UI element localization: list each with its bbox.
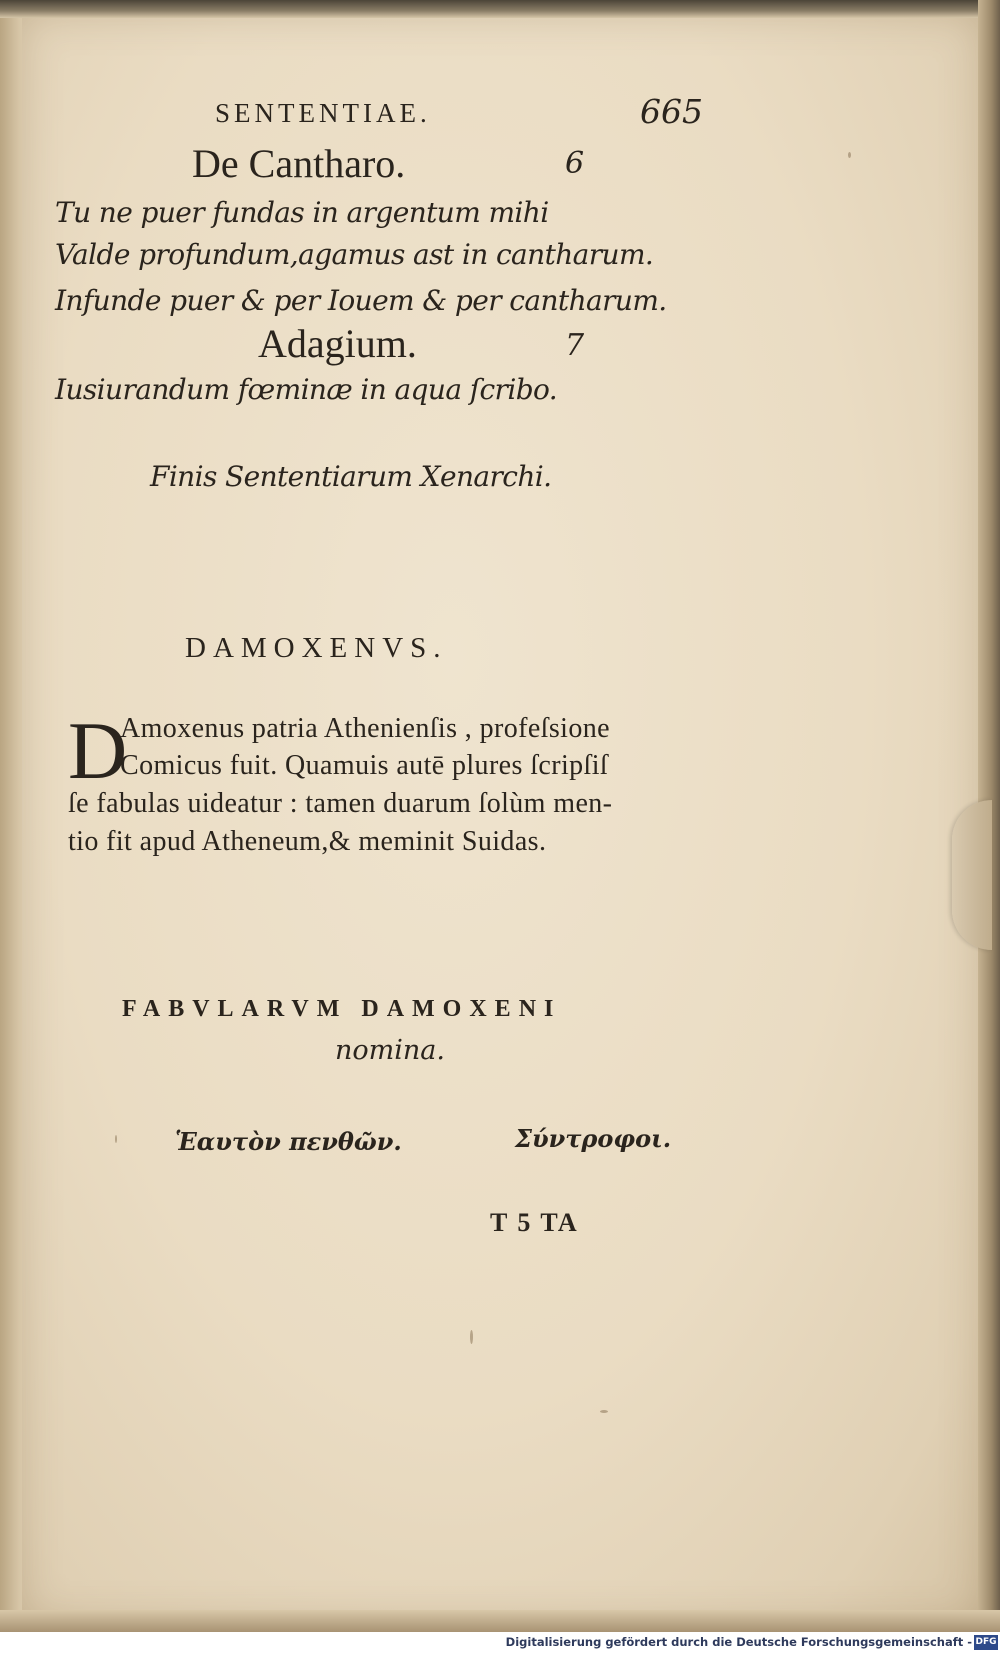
page-number: 665: [640, 92, 703, 131]
running-head-title: SENTENTIAE.: [215, 98, 431, 128]
page-tab: [952, 800, 992, 950]
fragment-7-heading: Adagium.: [258, 321, 417, 366]
fabulae-subheading: nomina.: [335, 1035, 445, 1066]
play-title: Σύντροφοι.: [515, 1124, 672, 1153]
footer-credit: Digitalisierung gefördert durch die Deutsche Forschungsgemeinschaft -: [505, 1635, 972, 1649]
author-heading: DAMOXENVS.: [185, 632, 448, 664]
fragment-6-heading: De Cantharo.: [192, 141, 406, 186]
biography-line: Comicus fuit. Quamuis autē plures ſcripſiſ: [120, 750, 609, 781]
verse-line: Iusiurandum fœminæ in aqua ſcribo.: [55, 373, 558, 406]
digitization-footer: [0, 1632, 1000, 1654]
biography-line: ſe fabulas uideatur : tamen duarum ſolùm men-: [68, 788, 613, 819]
paper-speck: [470, 1330, 473, 1344]
signature-mark: T 5 TA: [490, 1208, 579, 1237]
dfg-logo-icon: DFG: [974, 1635, 998, 1650]
drop-initial: D: [68, 705, 128, 796]
verse-line: Tu ne puer fundas in argentum mihi: [55, 196, 549, 229]
verse-line: Valde profundum,agamus ast in cantharum.: [55, 238, 654, 271]
biography-line: Amoxenus patria Athenienſis , profeſsione: [120, 713, 610, 744]
play-title: Ἑαυτὸν πενθῶν.: [175, 1127, 402, 1156]
verse-line: Infunde puer & per Iouem & per cantharum.: [55, 284, 667, 317]
paper-speck: [115, 1135, 117, 1143]
biography-line: tio fit apud Atheneum,& meminit Suidas.: [68, 826, 547, 857]
fragment-7-number: 7: [565, 328, 585, 363]
fragment-6-number: 6: [565, 146, 585, 181]
book-top-edge: [0, 0, 1000, 18]
book-bottom-edge: [0, 1610, 1000, 1632]
paper-speck: [600, 1410, 608, 1413]
paper-speck: [848, 152, 851, 158]
fabulae-heading: FABVLARVM DAMOXENI: [122, 996, 562, 1022]
finis-line: Finis Sententiarum Xenarchi.: [150, 460, 552, 493]
